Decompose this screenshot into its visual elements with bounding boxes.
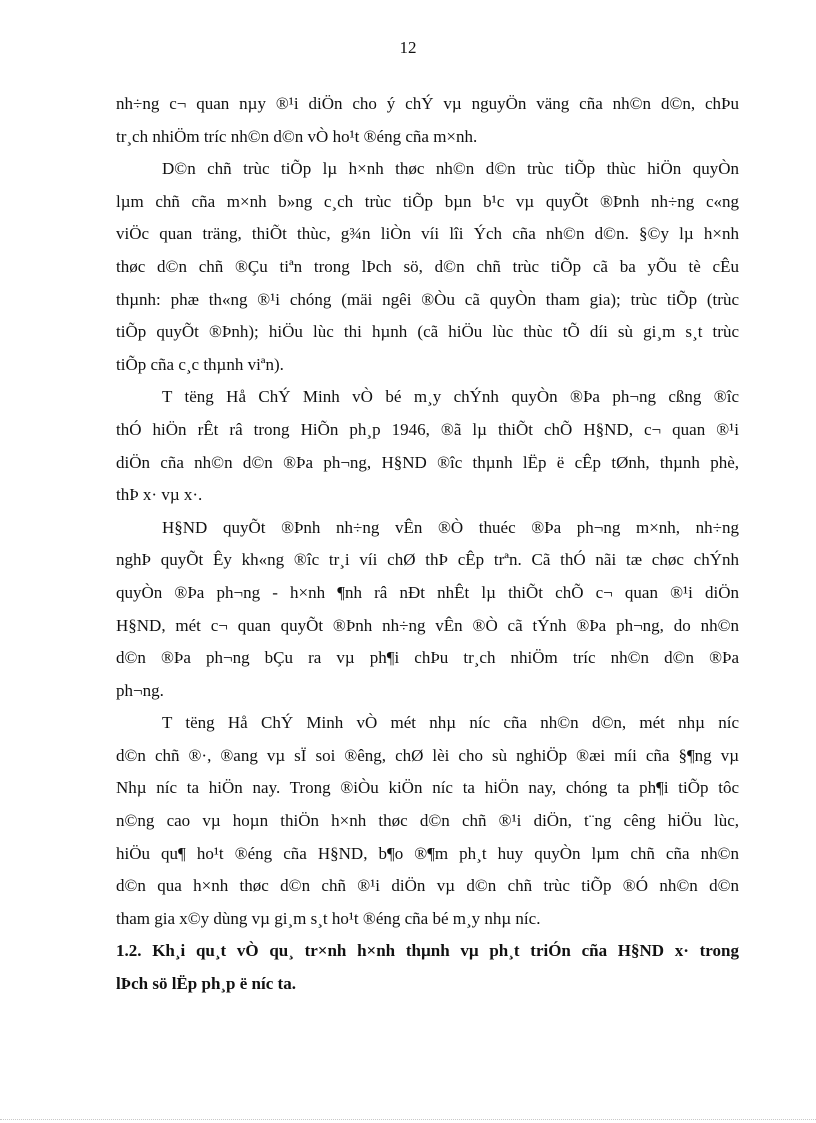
- text-line: tiÕp quyÕt ®Þnh); hiÖu lùc thi hµnh (cã hiÖu lùc thùc tÕ díi sù gi¸m s¸t trùc: [116, 322, 739, 342]
- body-text: [116, 88, 739, 1001]
- page-bottom-divider: [0, 1119, 816, 1120]
- text-line: H§ND quyÕt ®Þnh nh÷ng vÊn ®Ò thuéc ®Þa ph¬ng m×nh, nh÷ng: [162, 517, 739, 537]
- text-line: thÞ x· vµ x·.: [116, 485, 203, 505]
- text-line: thÓ hiÖn rÊt râ trong HiÕn ph¸p 1946, ®ã lµ thiÕt chÕ H§ND, c¬ quan ®¹i: [116, 419, 739, 439]
- text-line: lµm chñ cña m×nh b»ng c¸ch trùc tiÕp bµn b¹c vµ quyÕt ®Þnh nh÷ng c«ng: [116, 191, 739, 211]
- text-line: thøc d©n chñ ®Çu tiªn trong lÞch sö, d©n chñ trùc tiÕp cã ba yÕu tè cÊu: [116, 256, 739, 276]
- text-line: T tëng Hå ChÝ Minh vÒ mét nhµ níc cña nh©n d©n, mét nhµ níc: [162, 713, 739, 733]
- text-line: nghÞ quyÕt Êy kh«ng ®îc tr¸i víi chØ thÞ cÊp trªn. Cã thÓ nãi tæ chøc chÝnh: [116, 550, 739, 570]
- text-line: thµnh: phæ th«ng ®¹i chóng (mäi ngêi ®Òu cã quyÒn tham gia); trùc tiÕp (trùc: [116, 289, 739, 309]
- text-line: tiÕp cña c¸c thµnh viªn).: [116, 354, 284, 374]
- page-number: 12: [399, 38, 417, 57]
- text-line: viÖc quan träng, thiÕt thùc, g¾n liÒn víi lîi Ých cña nh©n d©n. §©y lµ h×nh: [116, 224, 739, 244]
- text-line: Nhµ níc ta hiÖn nay. Trong ®iÒu kiÖn níc ta hiÖn nay, chóng ta ph¶i tiÕp tôc: [116, 778, 739, 798]
- text-line: d©n ®Þa ph¬ng bÇu ra vµ ph¶i chÞu tr¸ch nhiÖm tríc nh©n d©n ®Þa: [116, 648, 739, 668]
- text-line: nh÷ng c¬ quan nµy ®¹i diÖn cho ý chÝ vµ nguyÖn väng cña nh©n d©n, chÞu: [116, 94, 739, 113]
- text-line: diÖn cña nh©n d©n ®Þa ph¬ng, H§ND ®îc thµnh lËp ë cÊp tØnh, thµnh phè,: [116, 452, 739, 472]
- text-line: quyÒn ®Þa ph¬ng - h×nh ¶nh râ nÐt nhÊt lµ thiÕt chÕ c¬ quan ®¹i diÖn: [116, 582, 739, 602]
- text-line: n©ng cao vµ hoµn thiÖn h×nh thøc d©n chñ ®¹i diÖn, t¨ng cêng hiÖu lùc,: [116, 811, 739, 831]
- text-line: tr¸ch nhiÖm tríc nh©n d©n vÒ ho¹t ®éng cña m×nh.: [116, 126, 478, 146]
- text-line: tham gia x©y dùng vµ gi¸m s¸t ho¹t ®éng cña bé m¸y nhµ níc.: [116, 908, 541, 928]
- section-heading-line: 1.2. Kh¸i qu¸t vÒ qu¸ tr×nh h×nh thµnh vµ ph¸t triÓn cña H§ND x· trong: [116, 941, 739, 961]
- text-line: d©n qua h×nh thøc d©n chñ ®¹i diÖn vµ d©n chñ trùc tiÕp ®Ó nh©n d©n: [116, 876, 739, 896]
- text-line: D©n chñ trùc tiÕp lµ h×nh thøc nh©n d©n trùc tiÕp thùc hiÖn quyÒn: [162, 159, 739, 179]
- text-line: T tëng Hå ChÝ Minh vÒ bé m¸y chÝnh quyÒn ®Þa ph¬ng cßng ®îc: [162, 387, 739, 407]
- text-line: H§ND, mét c¬ quan quyÕt ®Þnh nh÷ng vÊn ®Ò cã tÝnh ®Þa ph¬ng, do nh©n: [116, 615, 739, 635]
- section-heading-line: lÞch sö lËp ph¸p ë níc ta.: [116, 974, 296, 994]
- text-line: hiÖu qu¶ ho¹t ®éng cña H§ND, b¶o ®¶m ph¸t huy quyÒn lµm chñ cña nh©n: [116, 843, 739, 863]
- text-line: d©n chñ ®·, ®ang vµ sÏ soi ®êng, chØ lèi cho sù nghiÖp ®æi míi cña §¶ng vµ: [116, 745, 739, 765]
- text-line: ph¬ng.: [116, 680, 164, 700]
